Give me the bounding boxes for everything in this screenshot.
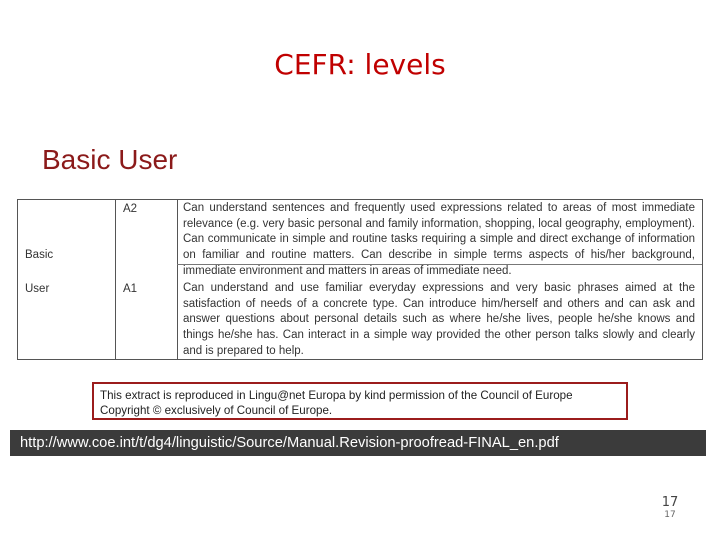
table-column-divider [177,200,178,359]
section-heading: Basic User [42,144,178,175]
slide-title: CEFR: levels [274,48,446,81]
copyright-line-1: This extract is reproduced in Lingu@net Europa by kind permission of the Council of Europe [100,389,573,402]
level-code-a1: A1 [123,283,138,295]
page-number: 17 [661,495,679,510]
source-url-link[interactable]: http://www.coe.int/t/dg4/linguistic/Source/Manual.Revision-proofread-FINAL_en.pdf [10,430,706,456]
row-label-basic: Basic [25,249,54,261]
copyright-notice [92,382,628,420]
level-description-a2: Can understand sentences and frequently used expressions related to areas of most immediate relevance (e.g. very basic personal and family information, shopping, local geography, employment). Can communicate in simple and routine tasks requiring a simple and direct exchange of information on familiar and routine matters. Can describe in simple terms aspects of his/her background, immediate environment and matters in areas of immediate need. [183,202,695,277]
level-code-a2: A2 [123,203,138,215]
row-label-user: User [25,283,50,295]
page-number-small: 17 [664,510,676,520]
copyright-line-2: Copyright © exclusively of Council of Europe. [100,404,333,417]
cefr-levels-table [17,199,703,360]
table-column-divider [115,200,116,359]
level-description-a1: Can understand and use familiar everyday expressions and very basic phrases aimed at the satisfaction of needs of a concrete type. Can introduce him/herself and others and can ask and answer questions about personal details such as where he/she lives, people he/she knows and things he/she has. Can interact in a simple way provided the other person talks slowly and clearly and is prepared to help. [183,282,695,357]
